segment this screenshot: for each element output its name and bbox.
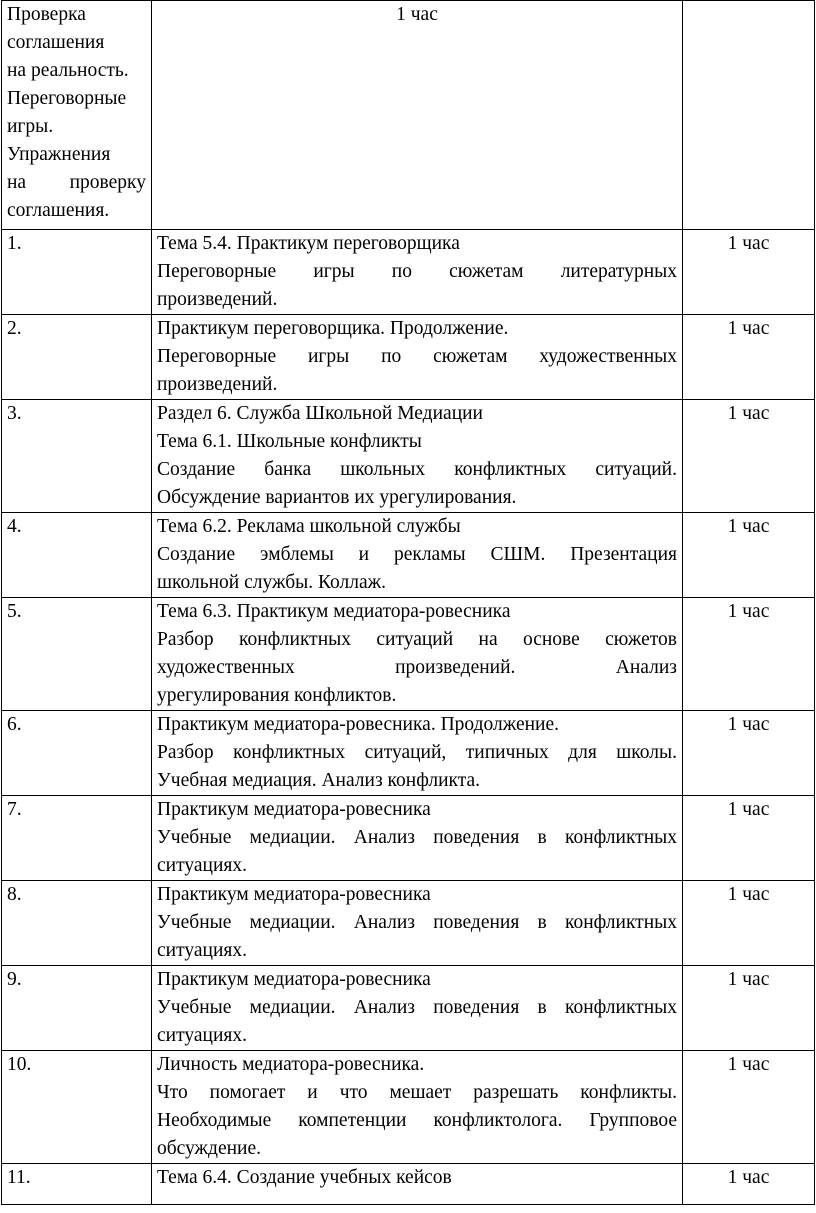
row-hours: 1 час xyxy=(683,598,815,711)
content-line: Практикум переговорщика. Продолжение. xyxy=(157,318,509,339)
row-hours: 1 час xyxy=(683,796,815,881)
row-number: 7. xyxy=(2,796,152,881)
table-row xyxy=(2,315,815,400)
intro-line: Упражнения xyxy=(7,144,111,165)
content-line: Разбор конфликтных ситуаций, типичных для школы. xyxy=(157,742,677,763)
content-line: Практикум медиатора-ровесника xyxy=(157,884,431,905)
row-content xyxy=(152,1164,683,1205)
row-number: 5. xyxy=(2,598,152,711)
intro-line: соглашения. xyxy=(7,200,110,221)
row-hours: 1 час xyxy=(683,966,815,1051)
row-content xyxy=(152,230,683,315)
content-line: Тема 6.2. Реклама школьной службы xyxy=(157,516,461,537)
row-hours: 1 час xyxy=(683,513,815,598)
row-number: 10. xyxy=(2,1051,152,1164)
content-line: Учебные медиации. Анализ поведения в конфликтных xyxy=(157,997,677,1018)
row-hours: 1 час xyxy=(683,711,815,796)
row-hours: 1 час xyxy=(683,230,815,315)
content-line: Обсуждение вариантов их урегулирования. xyxy=(157,487,517,508)
content-line: Разбор конфликтных ситуаций на основе сюжетов xyxy=(157,629,677,650)
row-number: 8. xyxy=(2,881,152,966)
intro-line: Переговорные xyxy=(7,88,127,109)
row-number: 9. xyxy=(2,966,152,1051)
content-line: Переговорные игры по сюжетам художественных xyxy=(157,346,677,367)
intro-line: Проверка xyxy=(7,4,86,25)
content-line: Личность медиатора-ровесника. xyxy=(157,1054,425,1075)
row-content xyxy=(152,796,683,881)
content-line: урегулирования конфликтов. xyxy=(157,685,397,706)
content-line: Практикум медиатора-ровесника xyxy=(157,969,431,990)
row-number: 3. xyxy=(2,400,152,513)
content-line: Что помогает и что мешает разрешать конфликты. xyxy=(157,1082,677,1103)
content-line: Создание эмблемы и рекламы СШМ. Презентация xyxy=(157,544,677,565)
content-line: Учебная медиация. Анализ конфликта. xyxy=(157,770,481,791)
content-line: Тема 5.4. Практикум переговорщика xyxy=(157,233,460,254)
table-row xyxy=(2,881,815,966)
content-line: произведений. xyxy=(157,374,278,395)
row-number: 1. xyxy=(2,230,152,315)
table-row xyxy=(2,711,815,796)
row-content xyxy=(152,711,683,796)
table-row xyxy=(2,1164,815,1205)
content-line: художественных произведений. Анализ xyxy=(157,657,677,678)
content-line: Раздел 6. Служба Школьной Медиации xyxy=(157,403,483,424)
intro-line: игры. xyxy=(7,116,54,137)
content-line: Необходимые компетенции конфликтолога. Групповое xyxy=(157,1110,677,1131)
row-content xyxy=(152,513,683,598)
intro-line: соглашения xyxy=(7,32,105,53)
content-line: Переговорные игры по сюжетам литературных xyxy=(157,261,677,282)
row-hours: 1 час xyxy=(683,881,815,966)
table-row-intro xyxy=(2,1,815,230)
row-content xyxy=(152,881,683,966)
row-number: 6. xyxy=(2,711,152,796)
content-line: Практикум медиатора-ровесника. Продолжение. xyxy=(157,714,560,735)
content-line: Учебные медиации. Анализ поведения в конфликтных xyxy=(157,912,677,933)
content-line: Тема 6.4. Создание учебных кейсов xyxy=(157,1167,452,1188)
table-row xyxy=(2,513,815,598)
content-line: произведений. xyxy=(157,289,278,310)
intro-line: на реальность. xyxy=(7,60,129,81)
row-content xyxy=(152,598,683,711)
table-row xyxy=(2,796,815,881)
row-number: 11. xyxy=(2,1164,152,1205)
intro-hours-cell: 1 час xyxy=(152,1,683,230)
row-content xyxy=(152,400,683,513)
content-line: Практикум медиатора-ровесника xyxy=(157,799,431,820)
content-line: Создание банка школьных конфликтных ситуаций. xyxy=(157,459,677,480)
row-hours: 1 час xyxy=(683,400,815,513)
row-hours: 1 час xyxy=(683,1164,815,1205)
content-line: ситуациях. xyxy=(157,940,247,961)
row-content xyxy=(152,315,683,400)
intro-line: на проверку xyxy=(7,172,146,193)
row-content xyxy=(152,966,683,1051)
table-row xyxy=(2,400,815,513)
content-line: Тема 6.3. Практикум медиатора-ровесника xyxy=(157,601,511,622)
content-line: школьной службы. Коллаж. xyxy=(157,572,386,593)
curriculum-table xyxy=(1,0,815,1205)
row-hours: 1 час xyxy=(683,1051,815,1164)
table-row xyxy=(2,966,815,1051)
row-content xyxy=(152,1051,683,1164)
content-line: Тема 6.1. Школьные конфликты xyxy=(157,431,422,452)
empty-cell xyxy=(683,1,815,230)
table-row xyxy=(2,598,815,711)
intro-topic-cell xyxy=(2,1,152,230)
content-line: ситуациях. xyxy=(157,1025,247,1046)
row-number: 2. xyxy=(2,315,152,400)
content-line: ситуациях. xyxy=(157,855,247,876)
content-line: обсуждение. xyxy=(157,1138,262,1159)
table-row xyxy=(2,1051,815,1164)
row-number: 4. xyxy=(2,513,152,598)
row-hours: 1 час xyxy=(683,315,815,400)
table-row xyxy=(2,230,815,315)
content-line: Учебные медиации. Анализ поведения в конфликтных xyxy=(157,827,677,848)
